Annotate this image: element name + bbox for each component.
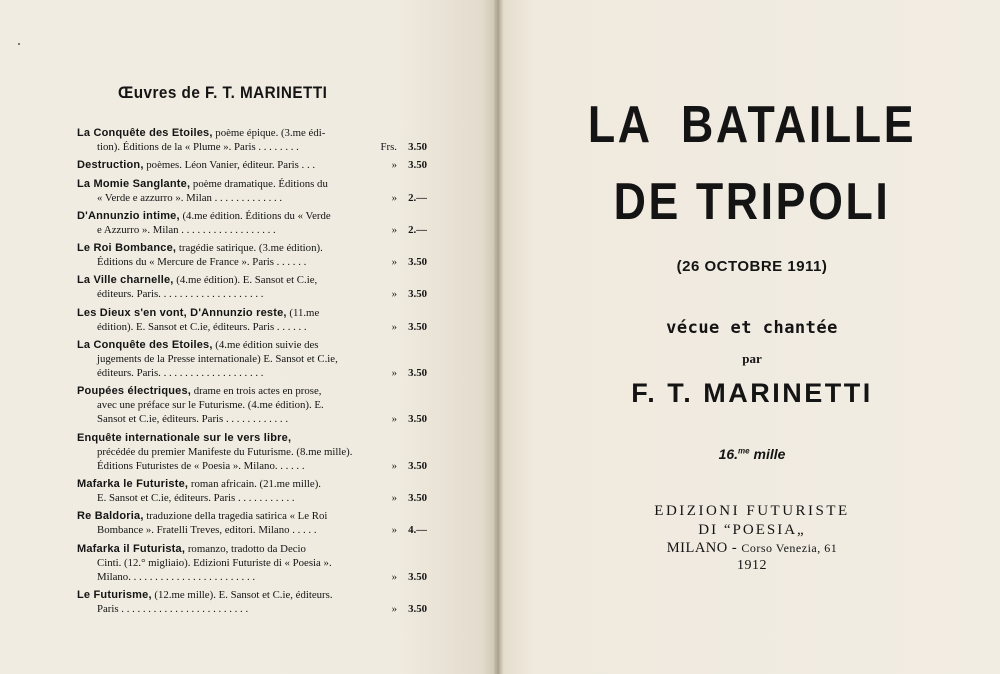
work-entry	[77, 588, 427, 616]
work-detail: jugements de la Presse internationale) E. Sansot et C.ie,	[97, 353, 338, 366]
work-entry	[77, 477, 427, 505]
edition-note	[504, 446, 1000, 462]
work-entry	[77, 273, 427, 301]
work-entry-line	[77, 477, 427, 491]
work-price: 2.—	[408, 223, 427, 236]
work-detail: poème dramatique. Éditions du	[190, 177, 328, 190]
work-entry	[77, 338, 427, 380]
work-entry-line	[77, 352, 427, 366]
work-entry-line	[77, 570, 427, 584]
work-price: 4.—	[408, 524, 427, 537]
work-detail: éditeurs. Paris. . . . . . . . . . . . . . . . . . . .	[97, 367, 264, 380]
work-detail: E. Sansot et C.ie, éditeurs. Paris . . . . . . . . . . .	[97, 491, 295, 504]
work-entry-line	[77, 523, 427, 537]
work-title: Mafarka le Futuriste,	[77, 477, 189, 490]
work-entry-line	[77, 223, 427, 237]
price-prefix: »	[391, 191, 397, 204]
work-price: 3.50	[408, 459, 427, 472]
work-entry-line	[77, 366, 427, 380]
work-entry-line	[77, 306, 427, 320]
work-detail: e Azzurro ». Milan . . . . . . . . . . . . . . . . . .	[97, 223, 276, 236]
work-price: 3.50	[408, 367, 427, 380]
work-title: Poupées électriques,	[77, 385, 192, 398]
work-title: Enquête internationale sur le vers libre,	[77, 431, 292, 444]
title-line-2: DE TRIPOLI	[613, 173, 891, 231]
work-price: 3.50	[408, 413, 427, 426]
work-price: 2.—	[408, 191, 427, 204]
publisher-street: Corso Venezia, 61	[741, 541, 838, 555]
price-prefix: »	[391, 524, 397, 537]
work-entry-line	[77, 542, 427, 556]
title-date: (26 OCTOBRE 1911)	[676, 258, 828, 275]
work-title: La Momie Sanglante,	[77, 177, 191, 190]
work-entry-line	[77, 431, 427, 445]
work-entry-line	[77, 384, 427, 398]
work-detail: éditeurs. Paris. . . . . . . . . . . . . . . . . . . .	[97, 288, 264, 301]
work-entry-line	[77, 158, 427, 172]
work-detail: Cinti. (12.° migliaio). Edizioni Futuriste di « Poesia ».	[97, 556, 332, 569]
work-detail: (4.me édition). E. Sansot et C.ie,	[173, 274, 318, 287]
work-detail: Paris . . . . . . . . . . . . . . . . . . . . . . . .	[97, 602, 249, 615]
work-entry	[77, 509, 427, 537]
work-title: Re Baldoria,	[77, 510, 144, 523]
work-price: 3.50	[408, 159, 427, 172]
work-entry-line	[77, 398, 427, 412]
price-prefix: »	[391, 159, 397, 172]
price-prefix: Frs.	[380, 141, 397, 153]
work-entry-line	[77, 602, 427, 616]
work-entry-line	[77, 320, 427, 334]
work-entry	[77, 209, 427, 237]
works-heading: Œuvres de F. T. MARINETTI	[118, 83, 328, 102]
work-price: 3.50	[408, 288, 427, 301]
work-detail: (4.me édition. Éditions du « Verde	[179, 209, 331, 222]
work-entry-line	[77, 273, 427, 287]
work-detail: romanzo, tradotto da Decio	[185, 542, 306, 555]
work-title: La Conquête des Etoiles,	[77, 127, 213, 139]
work-title: Le Futurisme,	[77, 588, 152, 601]
book-gutter	[494, 0, 504, 674]
work-detail: Milano. . . . . . . . . . . . . . . . . . . . . . . .	[97, 570, 256, 583]
work-entry-line	[77, 140, 427, 154]
work-entry	[77, 177, 427, 205]
price-prefix: »	[391, 459, 397, 472]
work-price: 3.50	[408, 256, 427, 269]
work-detail: édition). E. Sansot et C.ie, éditeurs. Paris . . . . . .	[97, 320, 307, 333]
work-entry-line	[77, 191, 427, 205]
price-prefix: »	[391, 320, 397, 333]
work-title: La Conquête des Etoiles,	[77, 339, 213, 352]
work-detail: « Verde e azzurro ». Milan . . . . . . . . . . . . .	[97, 191, 283, 204]
by-label: par	[742, 351, 762, 366]
work-price: 3.50	[408, 570, 427, 583]
work-detail: Sansot et C.ie, éditeurs. Paris . . . . . . . . . . . .	[97, 413, 289, 426]
publisher-city: MILANO -	[666, 540, 742, 556]
work-entry	[77, 384, 427, 426]
price-prefix: »	[391, 491, 397, 504]
publisher-line-1: EDIZIONI FUTURISTE	[654, 503, 850, 519]
work-entry	[77, 306, 427, 334]
edition-number: 16.	[718, 446, 739, 462]
work-detail: (12.me mille). E. Sansot et C.ie, éditeurs.	[151, 588, 333, 601]
work-detail: tragédie satirique. (3.me édition).	[176, 242, 323, 255]
work-entry-line	[77, 509, 427, 523]
work-detail: Éditions du « Mercure de France ». Paris . . . . . .	[97, 256, 307, 269]
work-entry-line	[77, 588, 427, 602]
work-detail: Éditions Futuristes de « Poesia ». Milano. . . . . .	[97, 459, 305, 472]
work-price: 3.50	[408, 320, 427, 333]
work-detail: (4.me édition suivie des	[212, 339, 319, 352]
work-entry	[77, 241, 427, 269]
work-entry	[77, 158, 427, 172]
price-prefix: »	[391, 288, 397, 301]
work-entry-line	[77, 177, 427, 191]
work-entry-line	[77, 412, 427, 426]
paper-speck	[18, 43, 20, 45]
price-prefix: »	[391, 256, 397, 269]
edition-tail: mille	[749, 446, 786, 462]
work-detail: Bombance ». Fratelli Treves, editori. Milano . . . . .	[97, 524, 317, 537]
author-name: F. T. MARINETTI	[631, 378, 873, 408]
work-entry-line	[77, 255, 427, 269]
work-entry-line	[77, 241, 427, 255]
work-detail: précédée du premier Manifeste du Futurisme. (8.me mille).	[97, 445, 353, 458]
work-title: D'Annunzio intime,	[77, 209, 180, 222]
publication-year: 1912	[737, 558, 767, 573]
work-title: Mafarka il Futurista,	[77, 542, 186, 555]
work-title: Le Roi Bombance,	[77, 242, 177, 255]
work-entry-line	[77, 556, 427, 570]
work-entry-line	[77, 459, 427, 473]
work-detail: roman africain. (21.me mille).	[188, 477, 321, 490]
title-line-1: LA BATAILLE	[587, 96, 917, 154]
work-detail: (11.me	[286, 306, 320, 319]
work-detail: drame en trois actes en prose,	[191, 385, 322, 398]
work-detail: traduzione della tragedia satirica « Le Roi	[143, 510, 328, 523]
work-title: Les Dieux s'en vont, D'Annunzio reste,	[77, 306, 287, 319]
work-price: 3.50	[408, 602, 427, 615]
work-detail: avec une préface sur le Futurisme. (4.me édition). E.	[97, 399, 324, 412]
work-detail: tion). Éditions de la « Plume ». Paris . . . . . . . .	[97, 141, 299, 153]
work-price: 3.50	[408, 491, 427, 504]
work-entry-line	[77, 287, 427, 301]
work-entry-line	[77, 209, 427, 223]
price-prefix: »	[391, 570, 397, 583]
work-entry	[77, 431, 427, 473]
publisher-address	[504, 540, 1000, 557]
work-entry-line	[77, 338, 427, 352]
work-entry-line	[77, 126, 427, 140]
price-prefix: »	[391, 223, 397, 236]
work-title: Destruction,	[77, 159, 144, 172]
subtitle: vécue et chantée	[666, 318, 838, 338]
work-title: La Ville charnelle,	[77, 274, 174, 287]
price-prefix: »	[391, 602, 397, 615]
work-entry	[77, 542, 427, 584]
work-detail: poèmes. Léon Vanier, éditeur. Paris . . .	[143, 159, 316, 172]
work-entry	[77, 126, 427, 154]
publisher-line-2: DI “POESIA„	[698, 522, 806, 538]
work-entry-line	[77, 445, 427, 459]
works-list	[77, 126, 427, 620]
work-entry-line	[77, 491, 427, 505]
price-prefix: »	[391, 367, 397, 380]
edition-sup: me	[738, 446, 750, 456]
work-detail: poème épique. (3.me édi-	[212, 127, 326, 139]
price-prefix: »	[391, 413, 397, 426]
work-price: 3.50	[408, 141, 427, 153]
